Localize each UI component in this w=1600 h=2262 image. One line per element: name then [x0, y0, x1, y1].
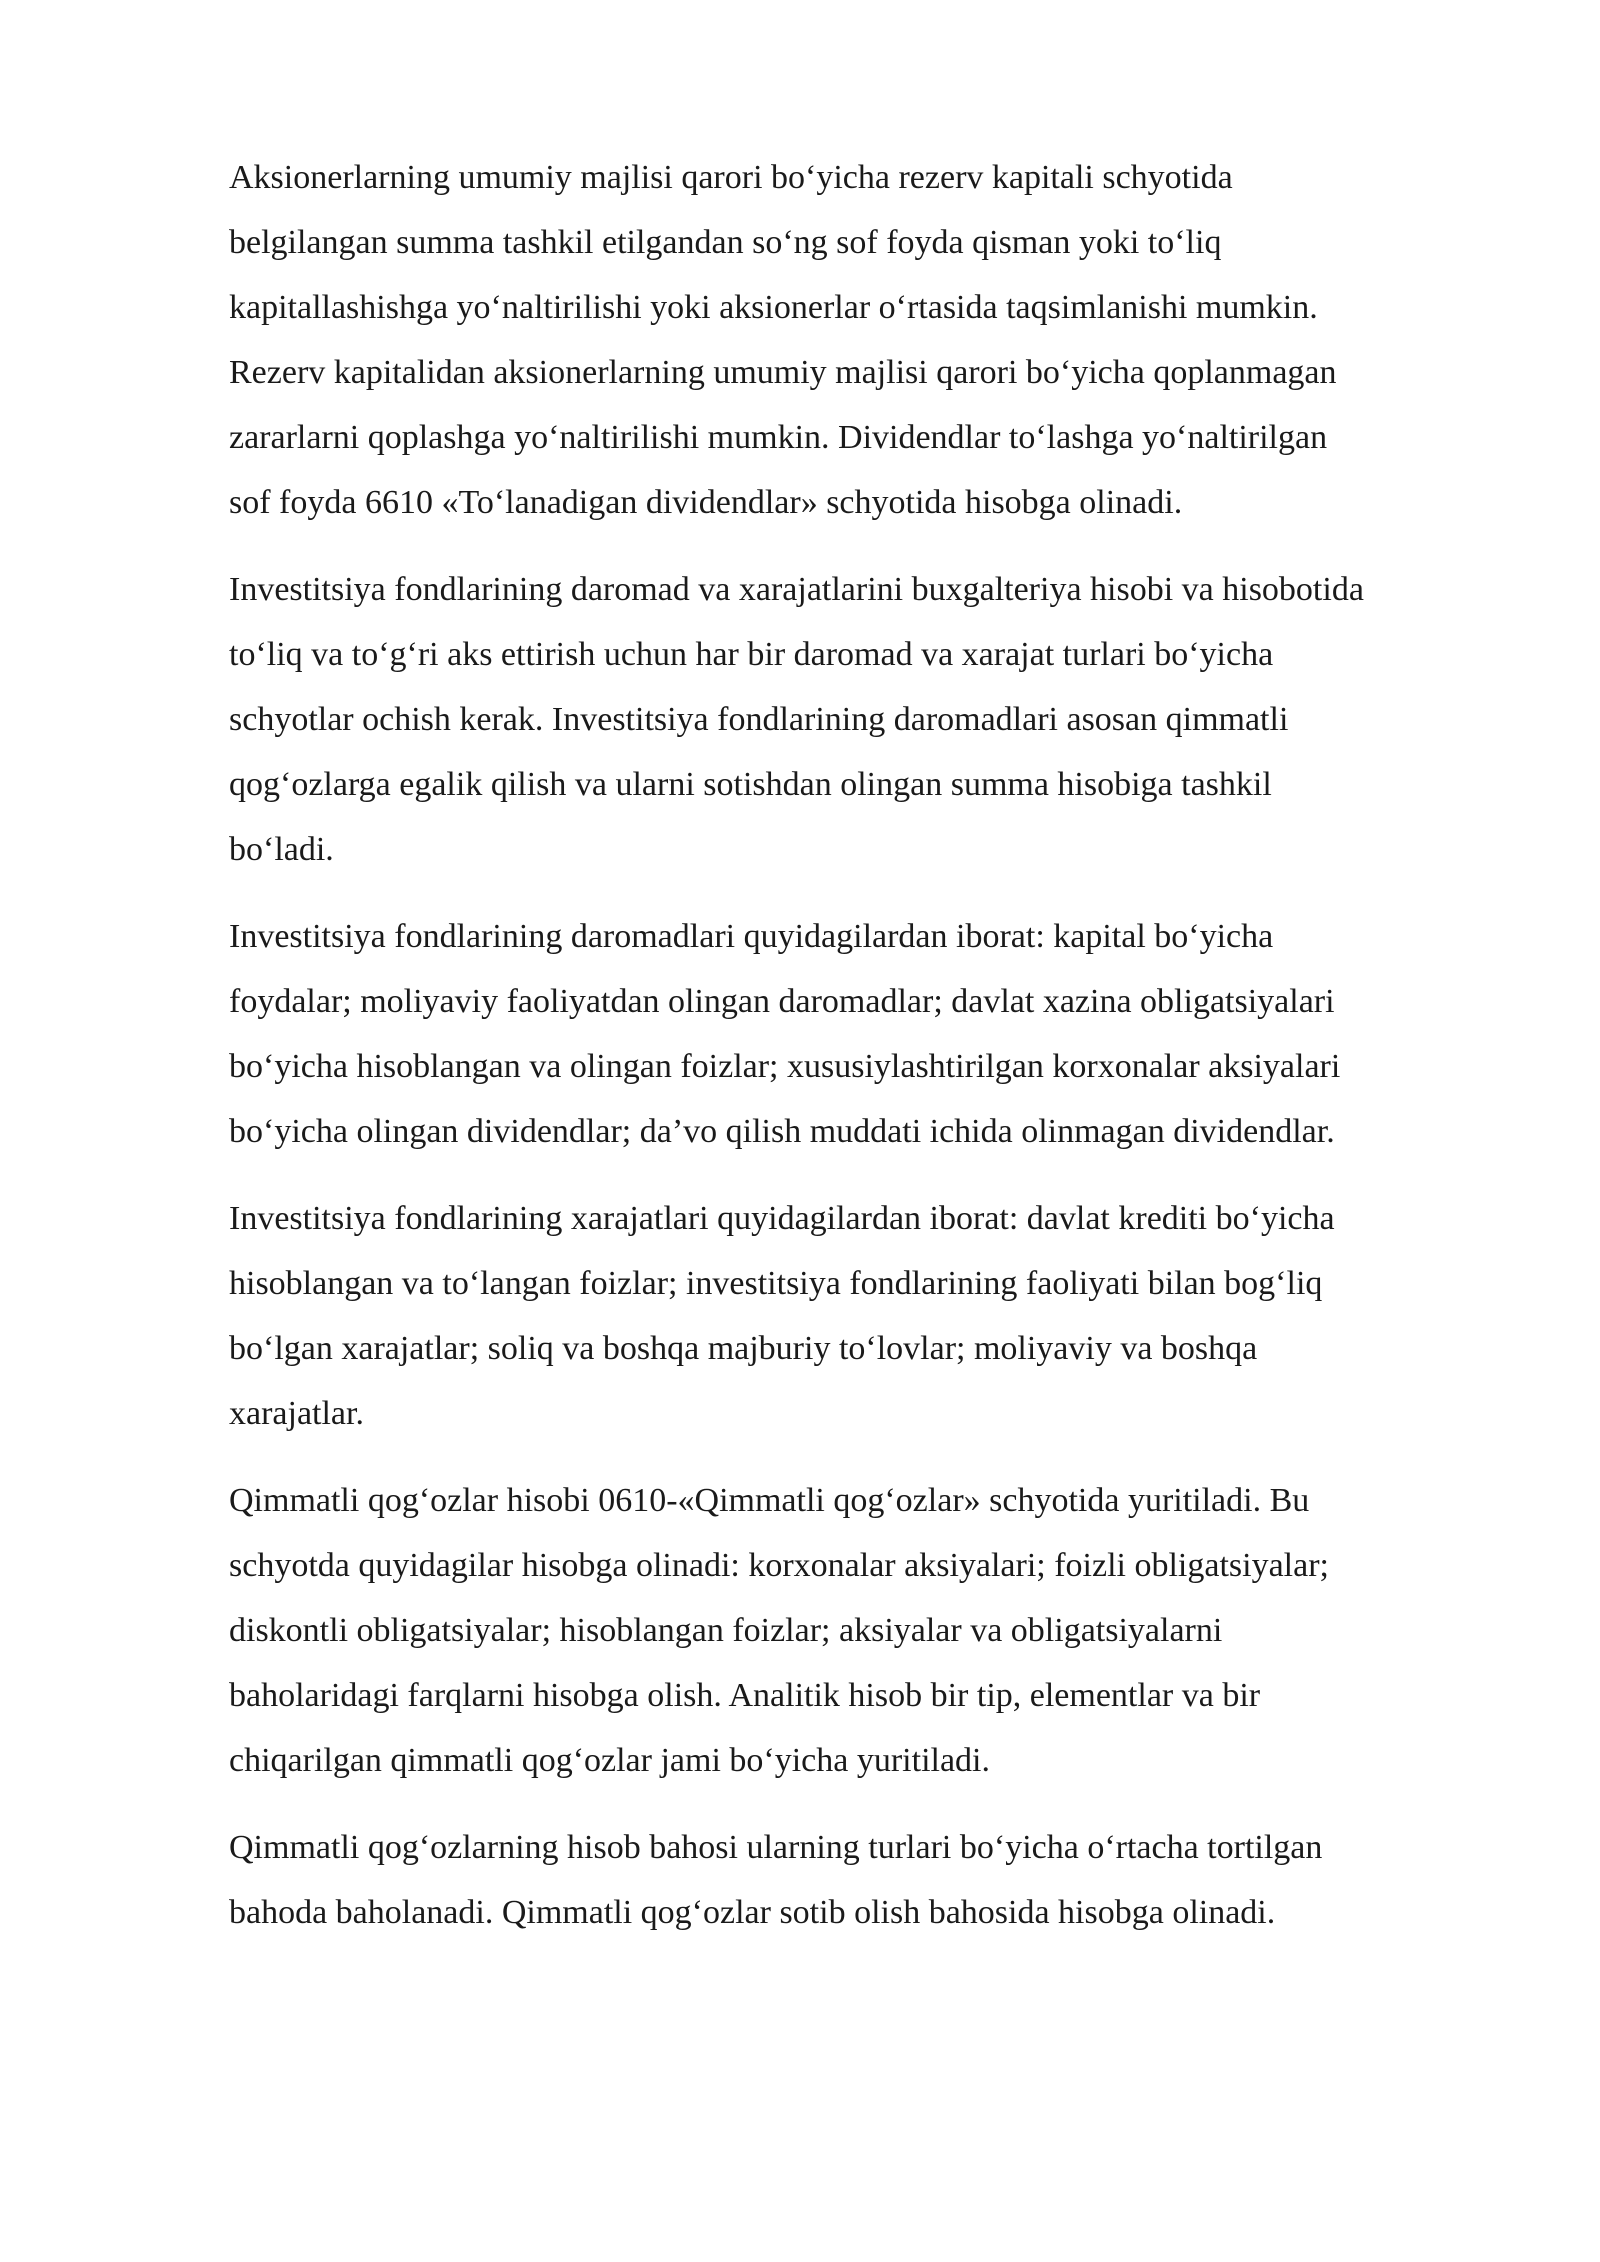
- text-line: belgilangan summa tashkil etilgandan so‘ng sof foyda qisman yoki to‘liq: [229, 224, 1222, 261]
- document-body: [229, 145, 1509, 1967]
- text-line: Aksionerlarning umumiy majlisi qarori bo‘yicha rezerv kapitali schyotida: [229, 159, 1233, 196]
- paragraph-securities-account: [229, 1468, 1509, 1793]
- text-line: baholaridagi farqlarni hisobga olish. Analitik hisob bir tip, elementlar va bir: [229, 1677, 1261, 1714]
- text-line: hisoblangan va to‘langan foizlar; investitsiya fondlarining faoliyati bilan bog‘liq: [229, 1265, 1323, 1302]
- text-line: diskontli obligatsiyalar; hisoblangan foizlar; aksiyalar va obligatsiyalarni: [229, 1612, 1223, 1649]
- text-line: kapitallashishga yo‘naltirilishi yoki aksionerlar o‘rtasida taqsimlanishi mumkin.: [229, 289, 1318, 326]
- text-line: Qimmatli qog‘ozlar hisobi 0610-«Qimmatli qog‘ozlar» schyotida yuritiladi. Bu: [229, 1482, 1310, 1519]
- text-line: bo‘ladi.: [229, 831, 334, 868]
- text-line: bo‘yicha hisoblangan va olingan foizlar; xususiylashtirilgan korxonalar aksiyalari: [229, 1048, 1341, 1085]
- paragraph-securities-valuation: [229, 1815, 1509, 1945]
- text-line: Investitsiya fondlarining xarajatlari quyidagilardan iborat: davlat krediti bo‘yicha: [229, 1200, 1335, 1237]
- text-line: bo‘lgan xarajatlar; soliq va boshqa majburiy to‘lovlar; moliyaviy va boshqa: [229, 1330, 1258, 1367]
- paragraph-fund-expenses: [229, 1186, 1509, 1446]
- text-line: schyotda quyidagilar hisobga olinadi: korxonalar aksiyalari; foizli obligatsiyalar;: [229, 1547, 1329, 1584]
- text-line: foydalar; moliyaviy faoliyatdan olingan daromadlar; davlat xazina obligatsiyalari: [229, 983, 1335, 1020]
- text-line: Investitsiya fondlarining daromadlari quyidagilardan iborat: kapital bo‘yicha: [229, 918, 1274, 955]
- text-line: bo‘yicha olingan dividendlar; da’vo qilish muddati ichida olinmagan dividendlar.: [229, 1113, 1335, 1150]
- paragraph-investment-fund-accounts: [229, 557, 1509, 882]
- text-line: Qimmatli qog‘ozlarning hisob bahosi ularning turlari bo‘yicha o‘rtacha tortilgan: [229, 1829, 1323, 1866]
- text-line: Investitsiya fondlarining daromad va xarajatlarini buxgalteriya hisobi va hisobotida: [229, 571, 1364, 608]
- text-line: bahoda baholanadi. Qimmatli qog‘ozlar sotib olish bahosida hisobga olinadi.: [229, 1894, 1276, 1931]
- text-line: schyotlar ochish kerak. Investitsiya fondlarining daromadlari asosan qimmatli: [229, 701, 1289, 738]
- paragraph-reserve-capital: [229, 145, 1509, 535]
- text-line: zararlarni qoplashga yo‘naltirilishi mumkin. Dividendlar to‘lashga yo‘naltirilgan: [229, 419, 1328, 456]
- text-line: to‘liq va to‘g‘ri aks ettirish uchun har bir daromad va xarajat turlari bo‘yicha: [229, 636, 1274, 673]
- paragraph-fund-income: [229, 904, 1509, 1164]
- text-line: xarajatlar.: [229, 1395, 364, 1432]
- text-line: qog‘ozlarga egalik qilish va ularni sotishdan olingan summa hisobiga tashkil: [229, 766, 1272, 803]
- text-line: sof foyda 6610 «To‘lanadigan dividendlar» schyotida hisobga olinadi.: [229, 484, 1183, 521]
- text-line: chiqarilgan qimmatli qog‘ozlar jami bo‘yicha yuritiladi.: [229, 1742, 990, 1779]
- text-line: Rezerv kapitalidan aksionerlarning umumiy majlisi qarori bo‘yicha qoplanmagan: [229, 354, 1337, 391]
